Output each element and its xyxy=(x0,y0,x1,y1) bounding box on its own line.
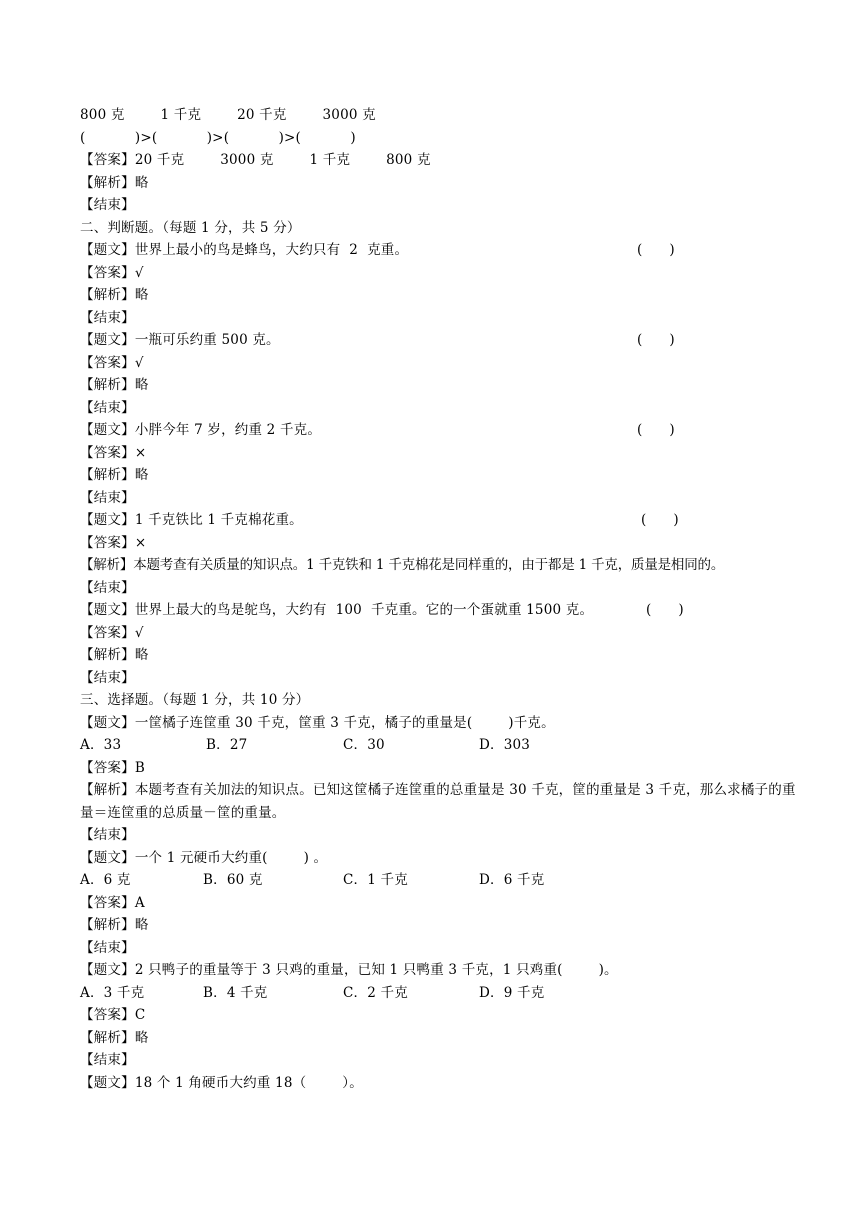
document-body xyxy=(80,104,800,1094)
analysis-label: 【解析】 xyxy=(80,782,135,798)
options-line xyxy=(80,869,800,892)
end-marker: 【结束】 xyxy=(80,197,135,213)
answer-line xyxy=(80,1004,800,1027)
analysis-line xyxy=(80,374,800,397)
question-label: 【题文】 xyxy=(80,242,135,258)
analysis-label: 【解析】 xyxy=(80,917,135,933)
answer-blank: ( ) xyxy=(637,242,675,258)
option-c: C．2 千克 xyxy=(343,984,408,1001)
option-b: B．27 xyxy=(206,737,248,753)
question-line xyxy=(80,712,800,735)
option-d: D．303 xyxy=(479,737,531,753)
answer-text: A xyxy=(134,894,145,911)
answer-label: 【答案】 xyxy=(80,264,135,281)
question-text: 1 千克铁比 1 千克棉花重。 xyxy=(134,512,303,528)
answer-text: √ xyxy=(134,354,144,371)
question-line xyxy=(80,599,800,622)
analysis-text: 略 xyxy=(134,1029,149,1046)
end-marker: 【结束】 xyxy=(80,827,135,843)
answer-text: C xyxy=(134,1007,146,1023)
question-label: 【题文】 xyxy=(80,602,135,618)
analysis-text: 略 xyxy=(134,917,149,933)
question-text: 18 个 1 角硬币大约重 18（ ）。 xyxy=(134,1074,363,1091)
answer-text: × xyxy=(134,444,147,461)
question-text: 一个 1 元硬币大约重( ) 。 xyxy=(134,849,328,866)
answer-label: 【答案】 xyxy=(80,624,135,641)
analysis-line xyxy=(80,779,800,824)
analysis-label: 【解析】 xyxy=(80,287,135,303)
answer-label: 【答案】 xyxy=(80,354,135,371)
question-label: 【题文】 xyxy=(80,332,135,348)
answer-blank: ( ) xyxy=(637,422,675,438)
analysis-line xyxy=(80,172,800,195)
analysis-text: 略 xyxy=(134,174,149,191)
question-label: 【题文】 xyxy=(80,849,135,866)
option-b: B．4 千克 xyxy=(203,984,268,1001)
analysis-line xyxy=(80,554,800,577)
analysis-label: 【解析】 xyxy=(80,557,134,573)
analysis-text: 略 xyxy=(134,467,149,483)
answer-line xyxy=(80,262,800,285)
question-line xyxy=(80,239,800,262)
question-text: 世界上最小的鸟是蜂鸟，大约只有 2 克重。 xyxy=(134,242,409,258)
answer-text: B xyxy=(134,759,145,776)
question-line xyxy=(80,1072,800,1095)
question-line xyxy=(80,959,800,982)
answer-line xyxy=(80,442,800,465)
section-title-judgement: 二、判断题。（每题 1 分，共 5 分） xyxy=(80,219,301,236)
analysis-line xyxy=(80,464,800,487)
question-label: 【题文】 xyxy=(80,714,135,731)
end-marker: 【结束】 xyxy=(80,399,135,416)
question-label: 【题文】 xyxy=(80,962,135,978)
analysis-text: 略 xyxy=(134,377,149,393)
options-line xyxy=(80,982,800,1005)
analysis-label: 【解析】 xyxy=(80,647,135,663)
option-a: A．3 千克 xyxy=(80,984,145,1001)
analysis-line xyxy=(80,914,800,937)
end-marker: 【结束】 xyxy=(80,579,135,596)
weights-line: 800 克 1 千克 20 千克 3000 克 xyxy=(80,107,376,123)
answer-text: × xyxy=(134,534,147,551)
answer-line xyxy=(80,352,800,375)
analysis-text: 略 xyxy=(134,647,149,663)
answer-blank: ( ) xyxy=(646,602,684,618)
answer-label: 【答案】 xyxy=(80,894,135,911)
end-marker: 【结束】 xyxy=(80,489,135,506)
analysis-label: 【解析】 xyxy=(80,174,135,191)
analysis-line xyxy=(80,644,800,667)
end-marker: 【结束】 xyxy=(80,939,135,956)
analysis-label: 【解析】 xyxy=(80,467,135,483)
answer-blank: ( ) xyxy=(637,332,675,348)
option-c: C．30 xyxy=(343,737,385,753)
option-a: A．33 xyxy=(80,737,122,753)
option-b: B．60 克 xyxy=(203,872,263,888)
analysis-line xyxy=(80,284,800,307)
answer-blank: ( ) xyxy=(641,512,679,528)
answer-label: 【答案】 xyxy=(80,534,135,551)
end-marker: 【结束】 xyxy=(80,1052,135,1068)
option-a: A．6 克 xyxy=(80,872,131,888)
question-text: 一瓶可乐约重 500 克。 xyxy=(134,332,280,348)
question-text: 世界上最大的鸟是鸵鸟，大约有 100 千克重。它的一个蛋就重 1500 克。 xyxy=(134,602,594,618)
question-text: 小胖今年 7 岁，约重 2 千克。 xyxy=(134,422,322,438)
answer-line xyxy=(80,757,800,780)
option-d: D．6 千克 xyxy=(479,872,545,888)
answer-text: 20 千克 3000 克 1 千克 800 克 xyxy=(134,152,431,168)
section-title-choice: 三、选择题。（每题 1 分，共 10 分） xyxy=(80,692,310,708)
question-line xyxy=(80,509,800,532)
analysis-label: 【解析】 xyxy=(80,1029,135,1046)
question-label: 【题文】 xyxy=(80,512,135,528)
analysis-text: 略 xyxy=(134,287,149,303)
answer-line xyxy=(80,532,800,555)
answer-text: √ xyxy=(134,264,144,281)
question-line xyxy=(80,847,800,870)
answer-label: 【答案】 xyxy=(80,759,135,776)
answer-text: √ xyxy=(134,624,144,641)
options-line xyxy=(80,734,800,757)
question-text: 2 只鸭子的重量等于 3 只鸡的重量，已知 1 只鸭重 3 千克，1 只鸡重( )。 xyxy=(134,962,618,978)
answer-label: 【答案】 xyxy=(80,444,135,461)
answer-label: 【答案】 xyxy=(80,152,135,168)
question-line xyxy=(80,419,800,442)
answer-line xyxy=(80,892,800,915)
answer-label: 【答案】 xyxy=(80,1007,135,1023)
question-text: 一筐橘子连筐重 30 千克，筐重 3 千克，橘子的重量是( )千克。 xyxy=(134,714,555,731)
question-line xyxy=(80,329,800,352)
analysis-text: 本题考查有关加法的知识点。已知这筐橘子连筐重的总重量是 30 千克，筐的重量是 3 千克，那么求橘子的重量＝连筐重的总质量－筐的重量。 xyxy=(80,782,796,821)
blank-comparison-line: ( )>( )>( )>( ) xyxy=(80,129,356,146)
analysis-line xyxy=(80,1027,800,1050)
analysis-label: 【解析】 xyxy=(80,377,135,393)
end-marker: 【结束】 xyxy=(80,669,135,686)
question-label: 【题文】 xyxy=(80,422,135,438)
end-marker: 【结束】 xyxy=(80,309,135,326)
analysis-text: 本题考查有关质量的知识点。1 千克铁和 1 千克棉花是同样重的，由于都是 1 千克，质量是相同的。 xyxy=(133,557,725,573)
answer-line xyxy=(80,149,800,172)
answer-line xyxy=(80,622,800,645)
option-c: C．1 千克 xyxy=(343,872,408,888)
option-d: D．9 千克 xyxy=(479,984,545,1001)
question-label: 【题文】 xyxy=(80,1074,135,1091)
